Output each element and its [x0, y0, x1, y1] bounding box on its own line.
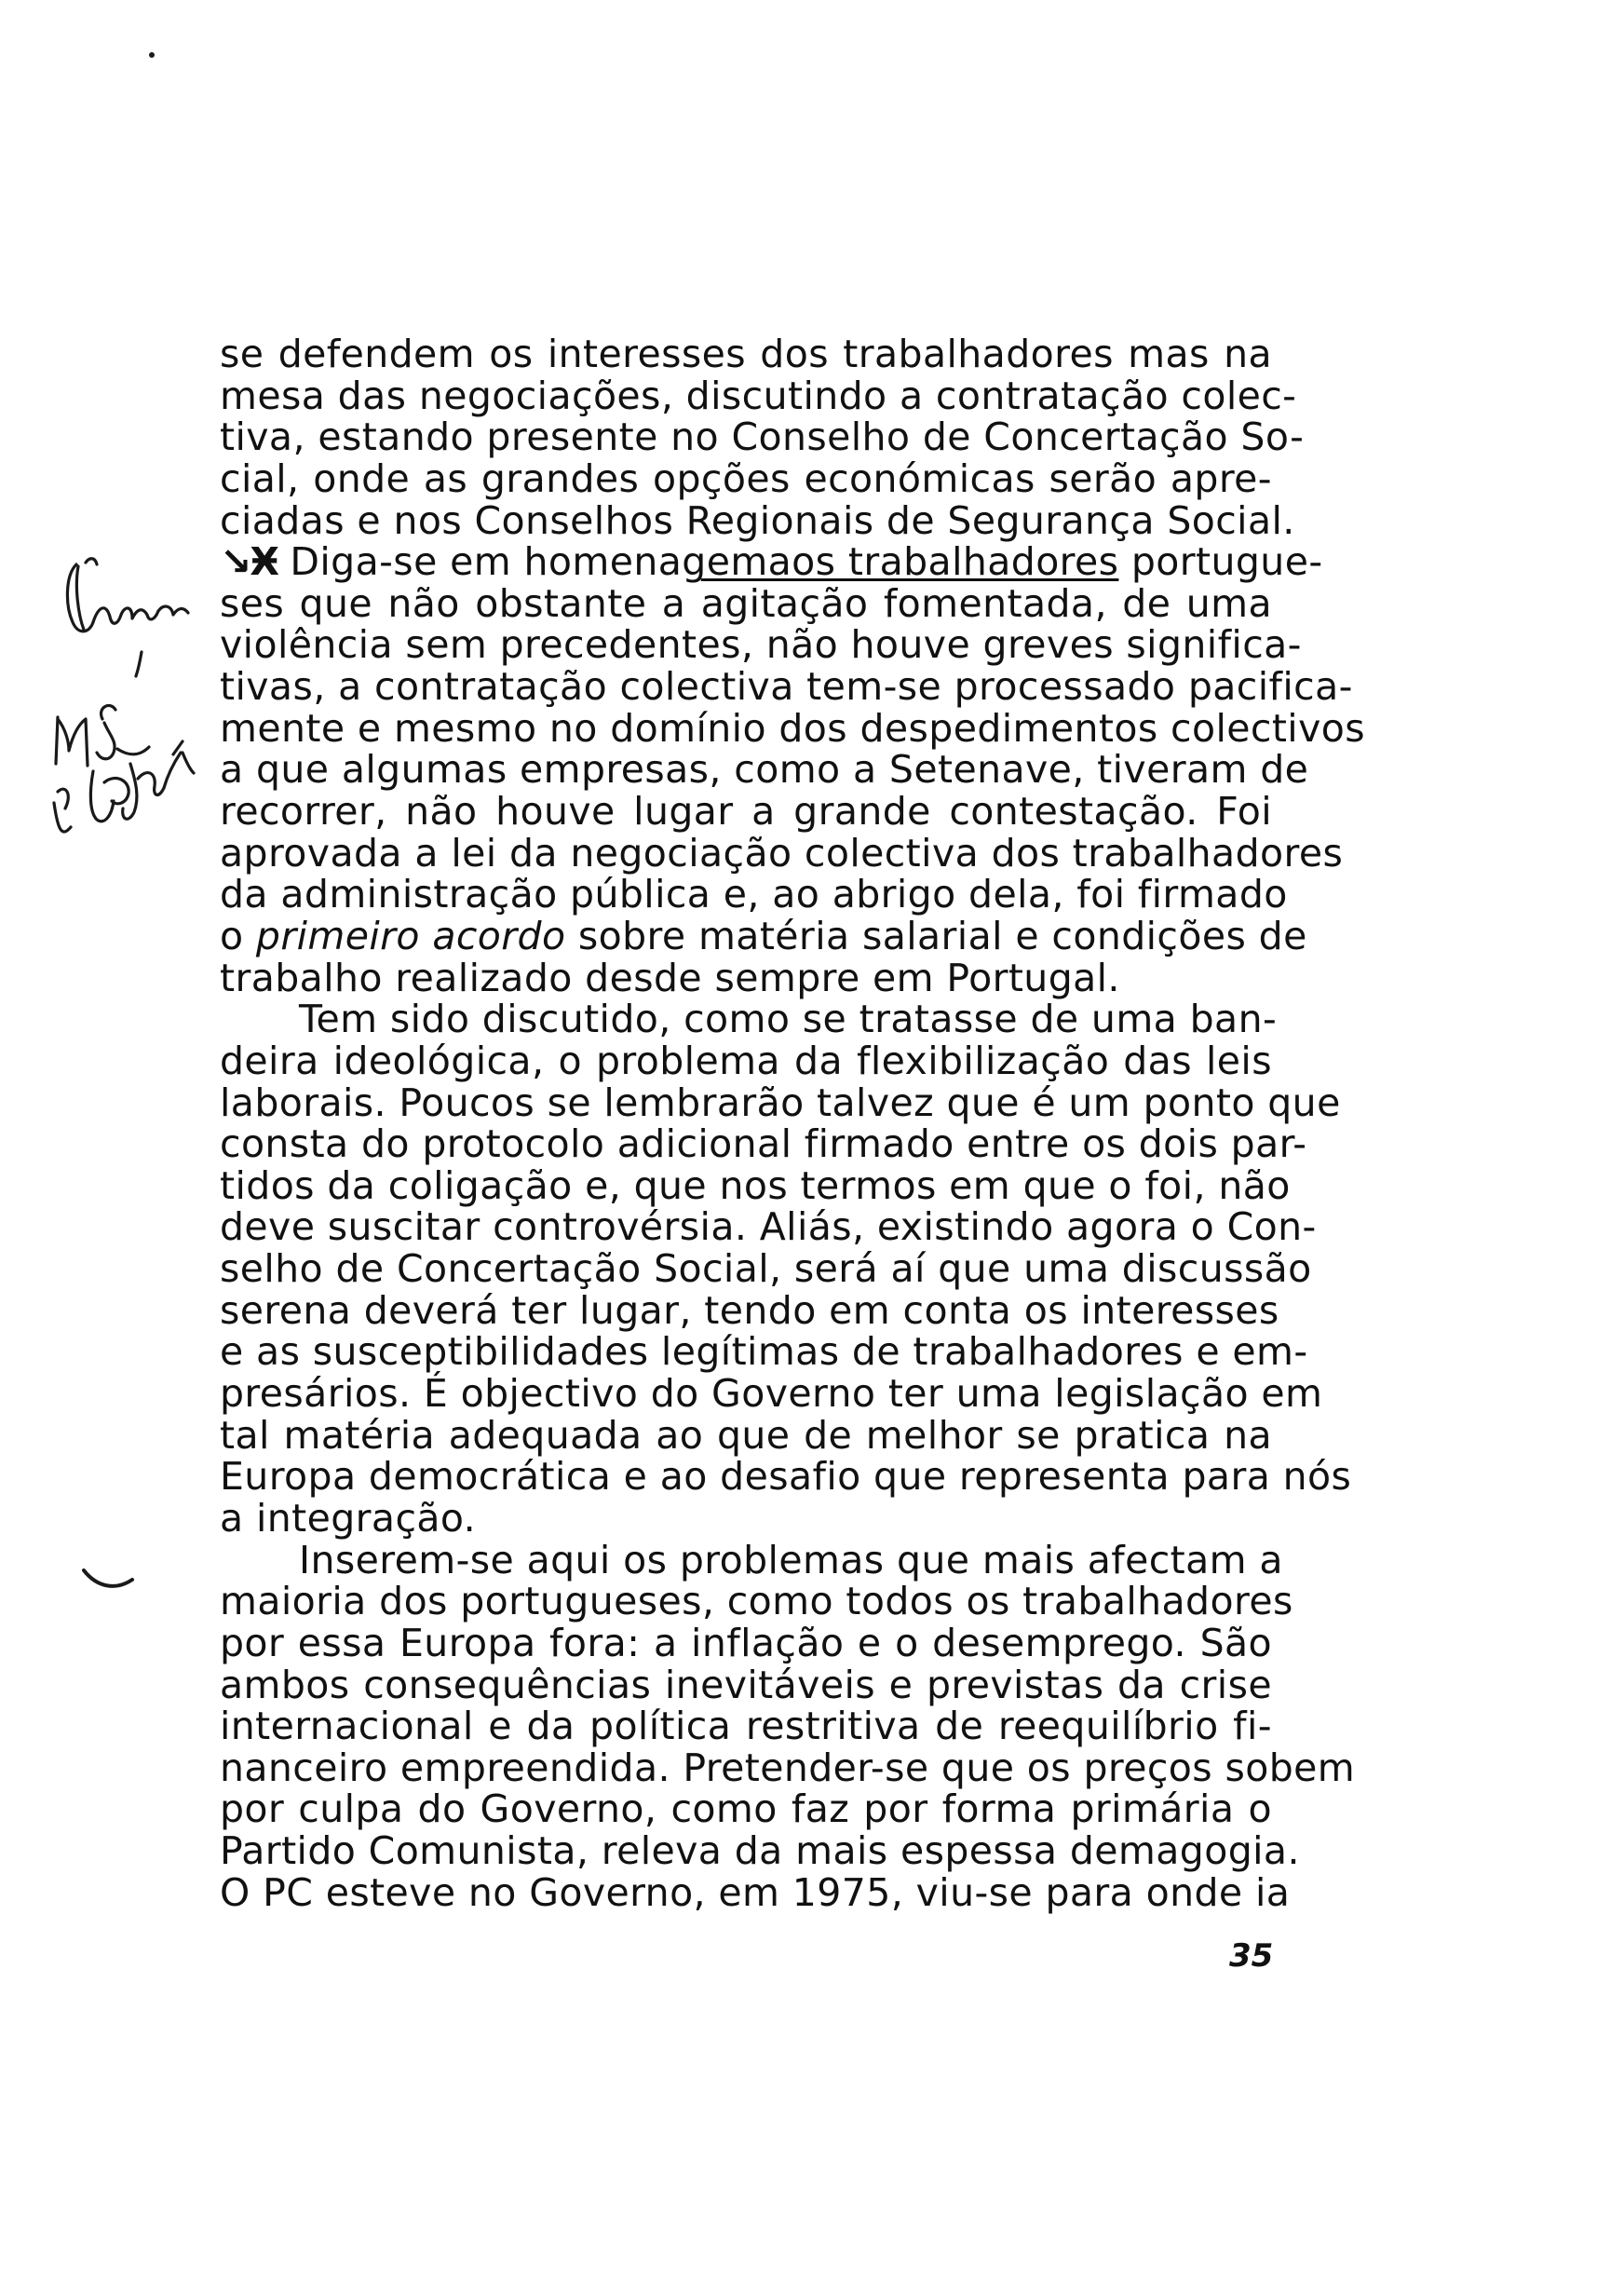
text-line: tivas, a contratação colectiva tem-se processado pacifica- [220, 664, 1353, 710]
text-line: ciadas e nos Conselhos Regionais de Segurança Social. [220, 497, 1295, 543]
text-line: a que algumas empresas, como a Setenave, tiveram de [220, 747, 1309, 793]
text-line [220, 539, 1323, 585]
text-line [220, 913, 1307, 958]
overlined-phrase: agitação fomentada [700, 580, 1095, 626]
text-line: cial, onde as grandes opções económicas serão apre- [220, 455, 1272, 501]
text-line: O PC esteve no Governo, em 1975, viu-se para onde ia [220, 1869, 1291, 1915]
text-line: tidos da coligação e, que nos termos em que o foi, não [220, 1162, 1291, 1208]
text-segment: , de uma [1094, 580, 1273, 626]
text-line [220, 580, 1273, 626]
text-line: recorrer, não houve lugar a grande contestação. Foi [220, 789, 1272, 835]
text-line: e as susceptibilidades legítimas de trabalhadores e em- [220, 1329, 1308, 1375]
text-segment: Diga-se em homenagem [277, 539, 768, 585]
text-line: mesa das negociações, discutindo a contratação colec- [220, 373, 1297, 418]
text-line: a integração. [220, 1495, 477, 1541]
text-segment: portugue- [1118, 539, 1323, 585]
body-text [220, 332, 1365, 1915]
text-line: consta do protocolo adicional firmado entre os dois par- [220, 1121, 1307, 1167]
text-line: deve suscitar controvérsia. Aliás, existindo agora o Con- [220, 1204, 1317, 1250]
text-line: internacional e da política restritiva de reequilíbrio fi- [220, 1704, 1272, 1749]
paragraph-first-line: Tem sido discutido, como se tratasse de uma ban- [299, 997, 1278, 1042]
text-line: maioria dos portugueses, como todos os trabalhadores [220, 1579, 1293, 1624]
text-line: trabalho realizado desde sempre em Portugal. [220, 955, 1120, 1000]
text-line: da administração pública e, ao abrigo dela, foi firmado [220, 872, 1288, 917]
text-line: aprovada a lei da negociação colectiva dos trabalhadores [220, 830, 1344, 876]
text-line: tal matéria adequada ao que de melhor se pratica na [220, 1412, 1272, 1458]
text-line: Partido Comunista, releva da mais espessa demagogia. [220, 1828, 1300, 1874]
text-line: presários. É objectivo do Governo ter uma legislação em [220, 1371, 1323, 1417]
text-line: serena deverá ter lugar, tendo em conta os interesses [220, 1287, 1279, 1333]
page-number: 35 [1229, 1937, 1274, 1975]
text-line: tiva, estando presente no Conselho de Concertação So- [220, 414, 1305, 460]
text-segment: sobre matéria salarial e condições de [565, 913, 1307, 958]
text-line: nanceiro empreendida. Pretender-se que os preços sobem [220, 1745, 1356, 1790]
text-line: deira ideológica, o problema da flexibilização das leis [220, 1038, 1272, 1083]
text-line: mente e mesmo no domínio dos despedimentos colectivos [220, 705, 1365, 751]
text-segment: o [220, 913, 256, 958]
paragraph-first-line: Inserem-se aqui os problemas que mais afectam a [299, 1537, 1283, 1582]
text-line: por essa Europa fora: a inflação e o desemprego. São [220, 1620, 1272, 1665]
handwritten-insert-mark: ↘Ӿ [220, 539, 277, 585]
text-line: selho de Concertação Social, será aí que uma discussão [220, 1246, 1312, 1292]
text-line: ambos consequências inevitáveis e previstas da crise [220, 1662, 1272, 1707]
italic-phrase: primeiro acordo [255, 913, 566, 958]
text-line: por culpa do Governo, como faz por forma primária o [220, 1786, 1272, 1832]
underlined-phrase: aos trabalhadores [767, 539, 1119, 585]
text-line: laborais. Poucos se lembrarão talvez que é um ponto que [220, 1080, 1341, 1125]
text-line: se defendem os interesses dos trabalhadores mas na [220, 332, 1272, 376]
text-segment: ses que não obstante a [220, 580, 701, 626]
text-line: violência sem precedentes, não houve greves significa- [220, 622, 1302, 668]
text-line: Europa democrática e ao desafio que representa para nós [220, 1454, 1352, 1500]
